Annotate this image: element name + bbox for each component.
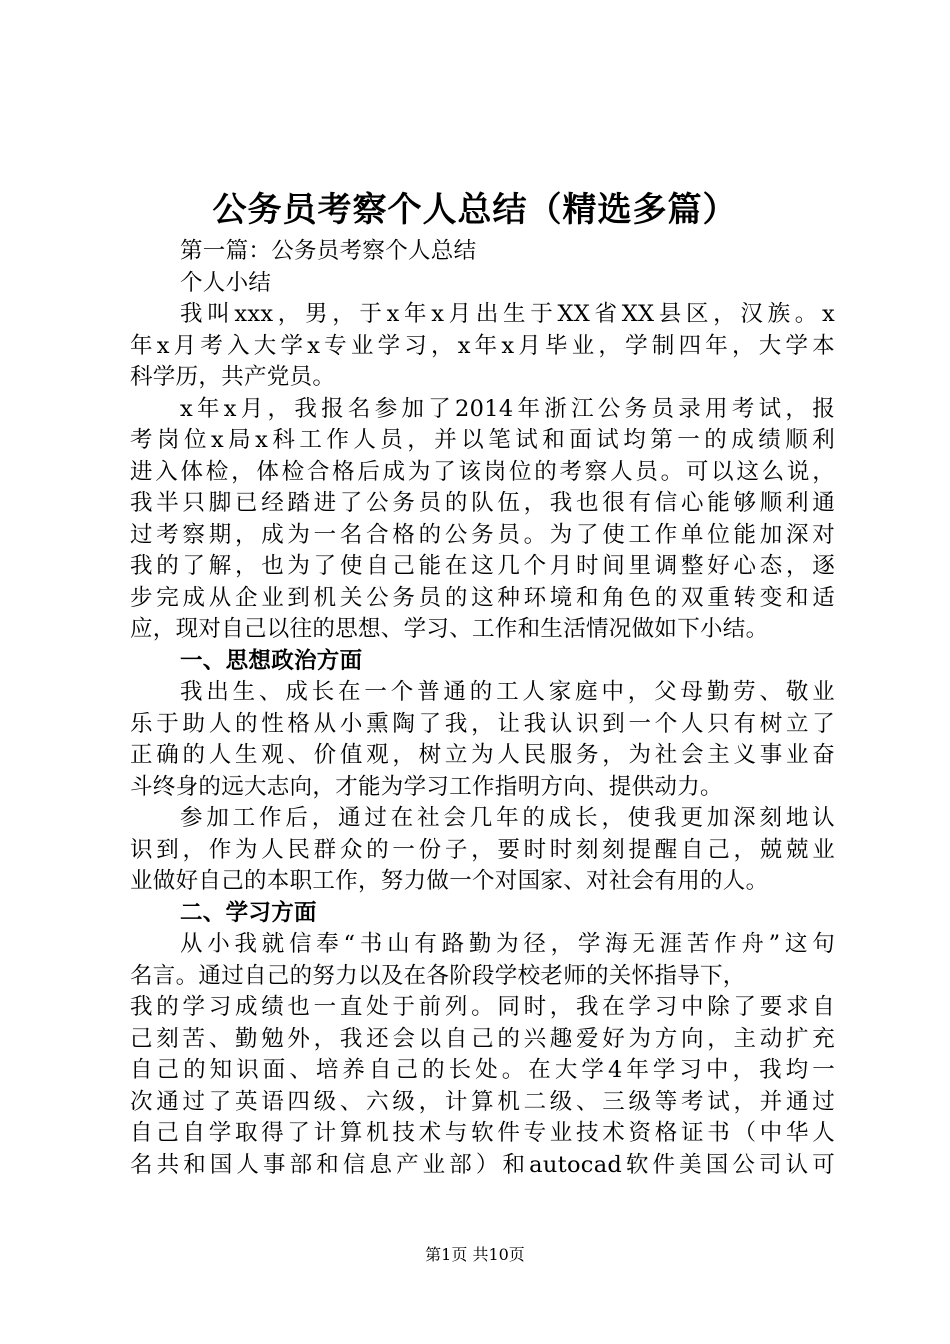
paragraph-line: 参加工作后，通过在社会几年的成长，使我更加深刻地认 bbox=[180, 805, 835, 831]
paragraph-line: 己刻苦、勤勉外，我还会以自己的兴趣爱好为方向，主动扩充 bbox=[130, 1025, 835, 1052]
paragraph-line: 正确的人生观、价值观，树立为人民服务，为社会主义事业奋 bbox=[130, 742, 835, 768]
paragraph-line: 步完成从企业到机关公务员的这种环境和角色的双重转变和适 bbox=[130, 584, 835, 611]
section-title-line: 第一篇：公务员考察个人总结 bbox=[180, 238, 477, 264]
paragraph-line: 斗终身的远大志向，才能为学习工作指明方向、提供动力。 bbox=[130, 773, 723, 800]
paragraph-line: x年x月，我报名参加了2014年浙江公务员录用考试，报 bbox=[180, 395, 835, 422]
paragraph-line: 我的了解，也为了使自己能在这几个月时间里调整好心态，逐 bbox=[130, 553, 835, 579]
paragraph-line: 业做好自己的本职工作，努力做一个对国家、对社会有用的人。 bbox=[130, 868, 769, 894]
paragraph-line: 从小我就信奉“书山有路勤为径，学海无涯苦作舟”这句 bbox=[180, 931, 835, 957]
paragraph-line: 乐于助人的性格从小熏陶了我，让我认识到一个人只有树立了 bbox=[130, 710, 835, 737]
paragraph-line: 识到，作为人民群众的一份子，要时时刻刻提醒自己，兢兢业 bbox=[130, 836, 835, 863]
paragraph-line: 我的学习成绩也一直处于前列。同时，我在学习中除了要求自 bbox=[130, 994, 835, 1020]
page-footer: 第1页 共10页 bbox=[425, 1245, 525, 1264]
paragraph-line: 名共和国人事部和信息产业部）和autocad软件美国公司认可 bbox=[130, 1151, 835, 1178]
paragraph-line: 过考察期，成为一名合格的公务员。为了使工作单位能加深对 bbox=[130, 521, 835, 548]
subsection-title-line: 个人小结 bbox=[180, 269, 272, 296]
paragraph-line: 考岗位x局x科工作人员，并以笔试和面试均第一的成绩顺利 bbox=[130, 427, 835, 453]
paragraph-line: 自己的知识面、培养自己的长处。在大学4年学习中，我均一 bbox=[130, 1057, 835, 1083]
heading-study: 二、学习方面 bbox=[180, 899, 317, 926]
paragraph-line: 次通过了英语四级、六级，计算机二级、三级等考试，并通过 bbox=[130, 1088, 835, 1115]
paragraph-line: 我出生、成长在一个普通的工人家庭中，父母勤劳、敬业 bbox=[180, 679, 835, 705]
paragraph-line: 科学历，共产党员。 bbox=[130, 364, 336, 390]
heading-politics: 一、思想政治方面 bbox=[180, 647, 363, 674]
paragraph-line: 我半只脚已经踏进了公务员的队伍，我也很有信心能够顺利通 bbox=[130, 490, 835, 516]
paragraph-line: 名言。通过自己的努力以及在各阶段学校老师的关怀指导下， bbox=[130, 962, 746, 989]
paragraph-line: 进入体检，体检合格后成为了该岗位的考察人员。可以这么说， bbox=[130, 458, 835, 485]
document-title: 公务员考察个人总结（精选多篇） bbox=[212, 190, 738, 230]
document-body bbox=[130, 236, 835, 1181]
paragraph-line: 应，现对自己以往的思想、学习、工作和生活情况做如下小结。 bbox=[130, 616, 769, 642]
paragraph-line: 自己自学取得了计算机技术与软件专业技术资格证书（中华人 bbox=[130, 1120, 835, 1146]
paragraph-line: 年x月考入大学x专业学习，x年x月毕业，学制四年，大学本 bbox=[130, 332, 835, 359]
paragraph-line: 我叫xxx，男，于x年x月出生于XX省XX县区，汉族。x bbox=[180, 301, 835, 327]
